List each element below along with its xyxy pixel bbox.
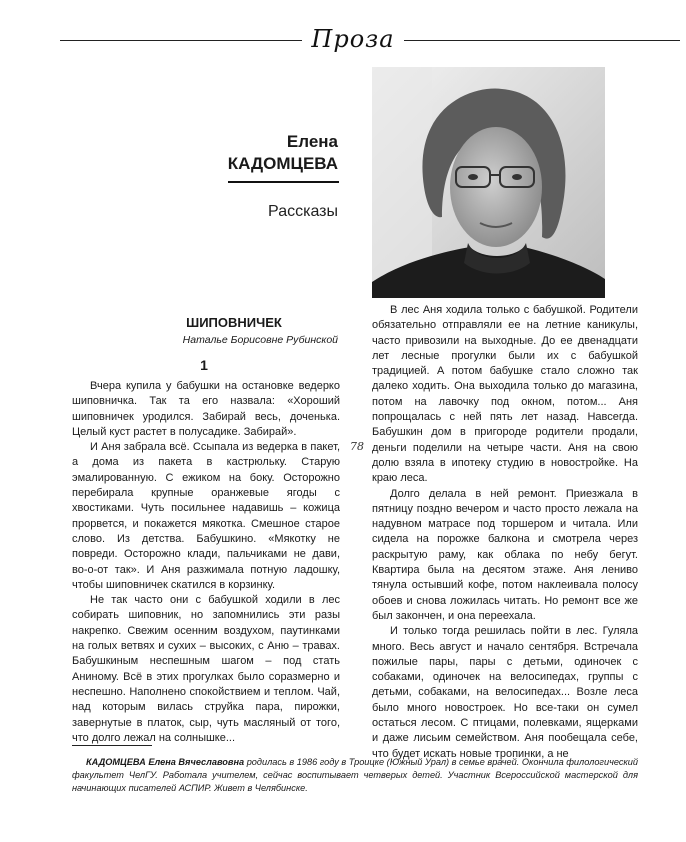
author-bio-footnote [72, 756, 638, 795]
section-title: Проза [302, 22, 404, 56]
author-first-name: Елена [286, 132, 338, 151]
paragraph: И Аня забрала всё. Ссыпала из ведерка в пакет, а дома из пакета в кастрюльку. Старую эмалированную. С ежиком на боку. Осторожно перебирала крупные оранжевые ягоды с хвостиками. Чуть посильнее надавишь – кожица прорвется, и покажется мякотка. Смешное старое слово. Из детства. Бабушкино. «Мякотку не повреди. Осторожно клади, пальчиками не дави, во-о-от так». И Аня разжимала потную ладошку, чтобы шиповничек скатился в корзинку. [72, 441, 340, 591]
page-number: 78 [350, 440, 364, 453]
author-last-name: КАДОМЦЕВА [227, 154, 338, 173]
paragraph: Вчера купила у бабушки на остановке ведерко шиповничка. Так та его назвала: «Хороший шиповничек уродился. Забирай весь, доченька. Целый куст растет в полусадике. Забирай». [72, 380, 340, 438]
paragraph: В лес Аня ходила только с бабушкой. Родители обязательно отправляли ее на летние каникулы, часто привозили на выходные. До ее двенадцати лет лесные прогулки были их с бабушкой традицией. А потом бабушке стало сложно так далеко ходить. Она выходила только до магазина, потом на лавочку под окном, потом... Аня попрощалась с ней пять лет назад. Навсегда. Бабушкин дом в пригороде родители продали, деньги поделили на четыре части. Аня на свою долю взяла в ипотеку студию в новостройке. На краю леса. [372, 304, 638, 485]
paragraph: Не так часто они с бабушкой ходили в лес собирать шиповник, но запомнились эти разы накрепко. Свежим осенним воздухом, паутинками на голых ветвях и сухих – высоких, с Аню – травах. Бабушкиным неспешным шагом – под стать Аниному. Всё в этих прогулках было соразмерно и неспешно. Наполнено спокойствием и теплом. Чай, над которым вилась струйка пара, пирожки, завернутые в платок, сыр, чуть масляный от того, что долго лежал на солнышке... [72, 594, 340, 744]
dedication: Наталье Борисовне Рубинской [182, 334, 338, 346]
story-title: ШИПОВНИЧЕК [186, 315, 282, 330]
right-column [372, 303, 638, 762]
paragraph: И только тогда решилась пойти в лес. Гуляла много. Весь август и начало сентября. Встречала пожилые пары, пары с детьми, одиночек с собаками, одиночек на велосипедах, группы с детьми, собаками, на велосипедах... Возле леса было много новостроек. Но все-таки он сумел остаться лесом. С птицами, полевками, ящерками и даже лисьим семейством. Аня пообещала себе, что будет искать новые тропинки, а не [372, 625, 638, 760]
author-bio-text: родилась в 1986 году в Троицке (Южный Урал) в семье врачей. Окончила филологический факультет ЧелГУ. Работала учителем, сейчас воспитывает четверых детей. Участник Всероссийской мастерской для начинающих писателей АСПИР. Живет в Челябинске. [72, 757, 638, 793]
author-photo [372, 67, 605, 298]
author-bio-name: КАДОМЦЕВА Елена Вячеславовна [86, 757, 245, 767]
left-column [72, 379, 340, 746]
footnote-rule [72, 745, 152, 746]
author-divider [228, 181, 339, 183]
paragraph: Долго делала в ней ремонт. Приезжала в пятницу поздно вечером и часто просто лежала на надувном матрасе под торшером и читала. Или сидела на порожке балкона и смотрела через раскрытую раму, как облака по небу бегут. Квартира была на десятом этаже. Аня лениво тянула остывший кофе, потом наклеивала полосу обоев и снова ложилась читать. Но ремонт все же был закончен, и она переехала. [372, 487, 638, 622]
genre-label: Рассказы [268, 203, 338, 220]
chapter-number: 1 [200, 357, 208, 373]
